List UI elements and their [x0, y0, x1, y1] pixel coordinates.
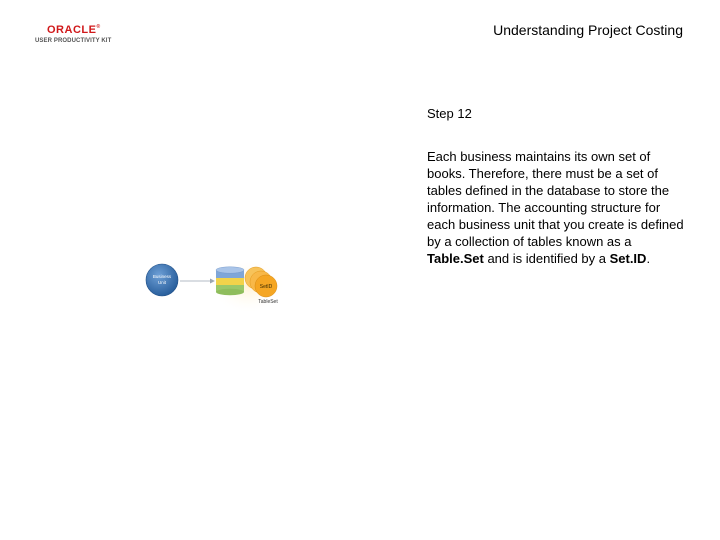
arrow-icon: [180, 279, 215, 284]
setid-term: Set.ID: [609, 251, 647, 266]
business-unit-label-line2: Unit: [157, 280, 167, 285]
step-description: [427, 148, 689, 267]
business-unit-node: [146, 264, 178, 296]
business-unit-label-line1: Business: [152, 274, 172, 279]
database-cylinder-icon: [216, 267, 244, 295]
description-text: Each business maintains its own set of books. Therefore, there must be a set of tables defined in the database to store the information. The accounting structure for each business unit that you create is defined by a collection of tables known as a: [427, 149, 684, 249]
page-title: Understanding Project Costing: [493, 22, 683, 38]
logo-brand: ORACLE®: [47, 24, 101, 36]
tableset-diagram: [138, 258, 298, 318]
oracle-upk-logo: [35, 24, 125, 48]
tableset-label: TableSet: [258, 299, 278, 305]
tableset-term: Table.Set: [427, 251, 484, 266]
step-label: Step 12: [427, 106, 472, 121]
setid-label: SetID: [259, 284, 273, 290]
logo-tagline: USER PRODUCTIVITY KIT: [35, 38, 112, 44]
description-text: and is identified by a: [483, 251, 610, 266]
description-text: .: [646, 251, 651, 266]
